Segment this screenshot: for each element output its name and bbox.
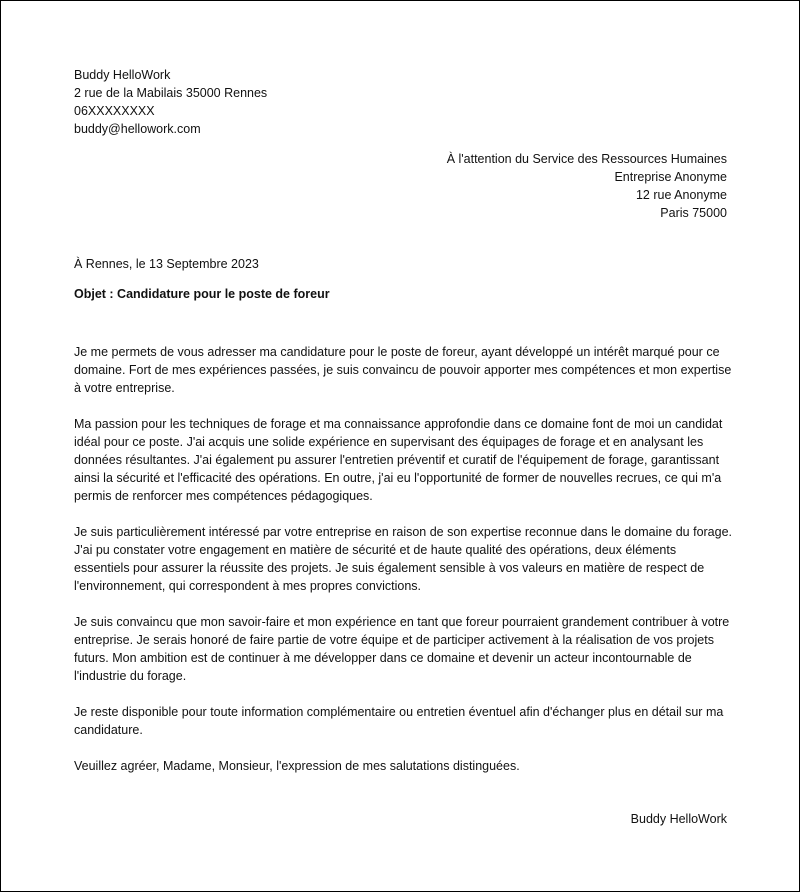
sender-address: 2 rue de la Mabilais 35000 Rennes: [74, 86, 268, 100]
paragraph-closing: Veuillez agréer, Madame, Monsieur, l'expression de mes salutations distinguées.: [74, 759, 520, 773]
recipient-block: [447, 150, 727, 222]
signature: Buddy HelloWork: [630, 812, 727, 826]
recipient-street: 12 rue Anonyme: [635, 188, 727, 202]
paragraph-contribution: Je suis convaincu que mon savoir-faire et mon expérience en tant que foreur pourraient grandement contribuer à votre entreprise. Je serais honoré de faire partie de votre équipe et de participer activement à la réalisation de vos projets futurs. Mon ambition est de continuer à me développer dans ce domaine et devenir un acteur incontournable de l'industrie du forage.: [74, 615, 730, 683]
letter-body: [74, 343, 734, 793]
paragraph-availability: Je reste disponible pour toute information complémentaire ou entretien éventuel afin d'échanger plus en détail sur ma candidature.: [74, 705, 724, 737]
place-date: À Rennes, le 13 Septembre 2023: [74, 257, 259, 271]
sender-block: [74, 66, 267, 138]
sender-name: Buddy HelloWork: [74, 68, 171, 82]
recipient-attention: À l'attention du Service des Ressources Humaines: [446, 152, 727, 166]
recipient-company: Entreprise Anonyme: [614, 170, 727, 184]
paragraph-experience: Ma passion pour les techniques de forage et ma connaissance approfondie dans ce domaine font de moi un candidat idéal pour ce poste. J'ai acquis une solide expérience en supervisant des équipages de forage et en analysant les données résultantes. J'ai également pu assurer l'entretien préventif et curatif de l'équipement de forage, garantissant ainsi la sécurité et l'efficacité des opérations. En outre, j'ai eu l'opportunité de former de nouvelles recrues, ce qui m'a permis de renforcer mes compétences pédagogiques.: [74, 417, 723, 503]
sender-email: buddy@hellowork.com: [74, 122, 201, 136]
sender-phone: 06XXXXXXXX: [74, 104, 155, 118]
subject-line: Objet : Candidature pour le poste de foreur: [74, 287, 330, 301]
recipient-city: Paris 75000: [660, 206, 727, 220]
paragraph-company-interest: Je suis particulièrement intéressé par votre entreprise en raison de son expertise reconnue dans le domaine du forage. J'ai pu constater votre engagement en matière de sécurité et de haute qualité des opérations, deux éléments essentiels pour assurer la réussite des projets. Je suis également sensible à vos valeurs en matière de respect de l'environnement, qui correspondent à mes propres convictions.: [74, 525, 733, 593]
paragraph-intro: Je me permets de vous adresser ma candidature pour le poste de foreur, ayant développé un intérêt marqué pour ce domaine. Fort de mes expériences passées, je suis convaincu de pouvoir apporter mes compétences et mon expertise à votre entreprise.: [74, 345, 732, 395]
